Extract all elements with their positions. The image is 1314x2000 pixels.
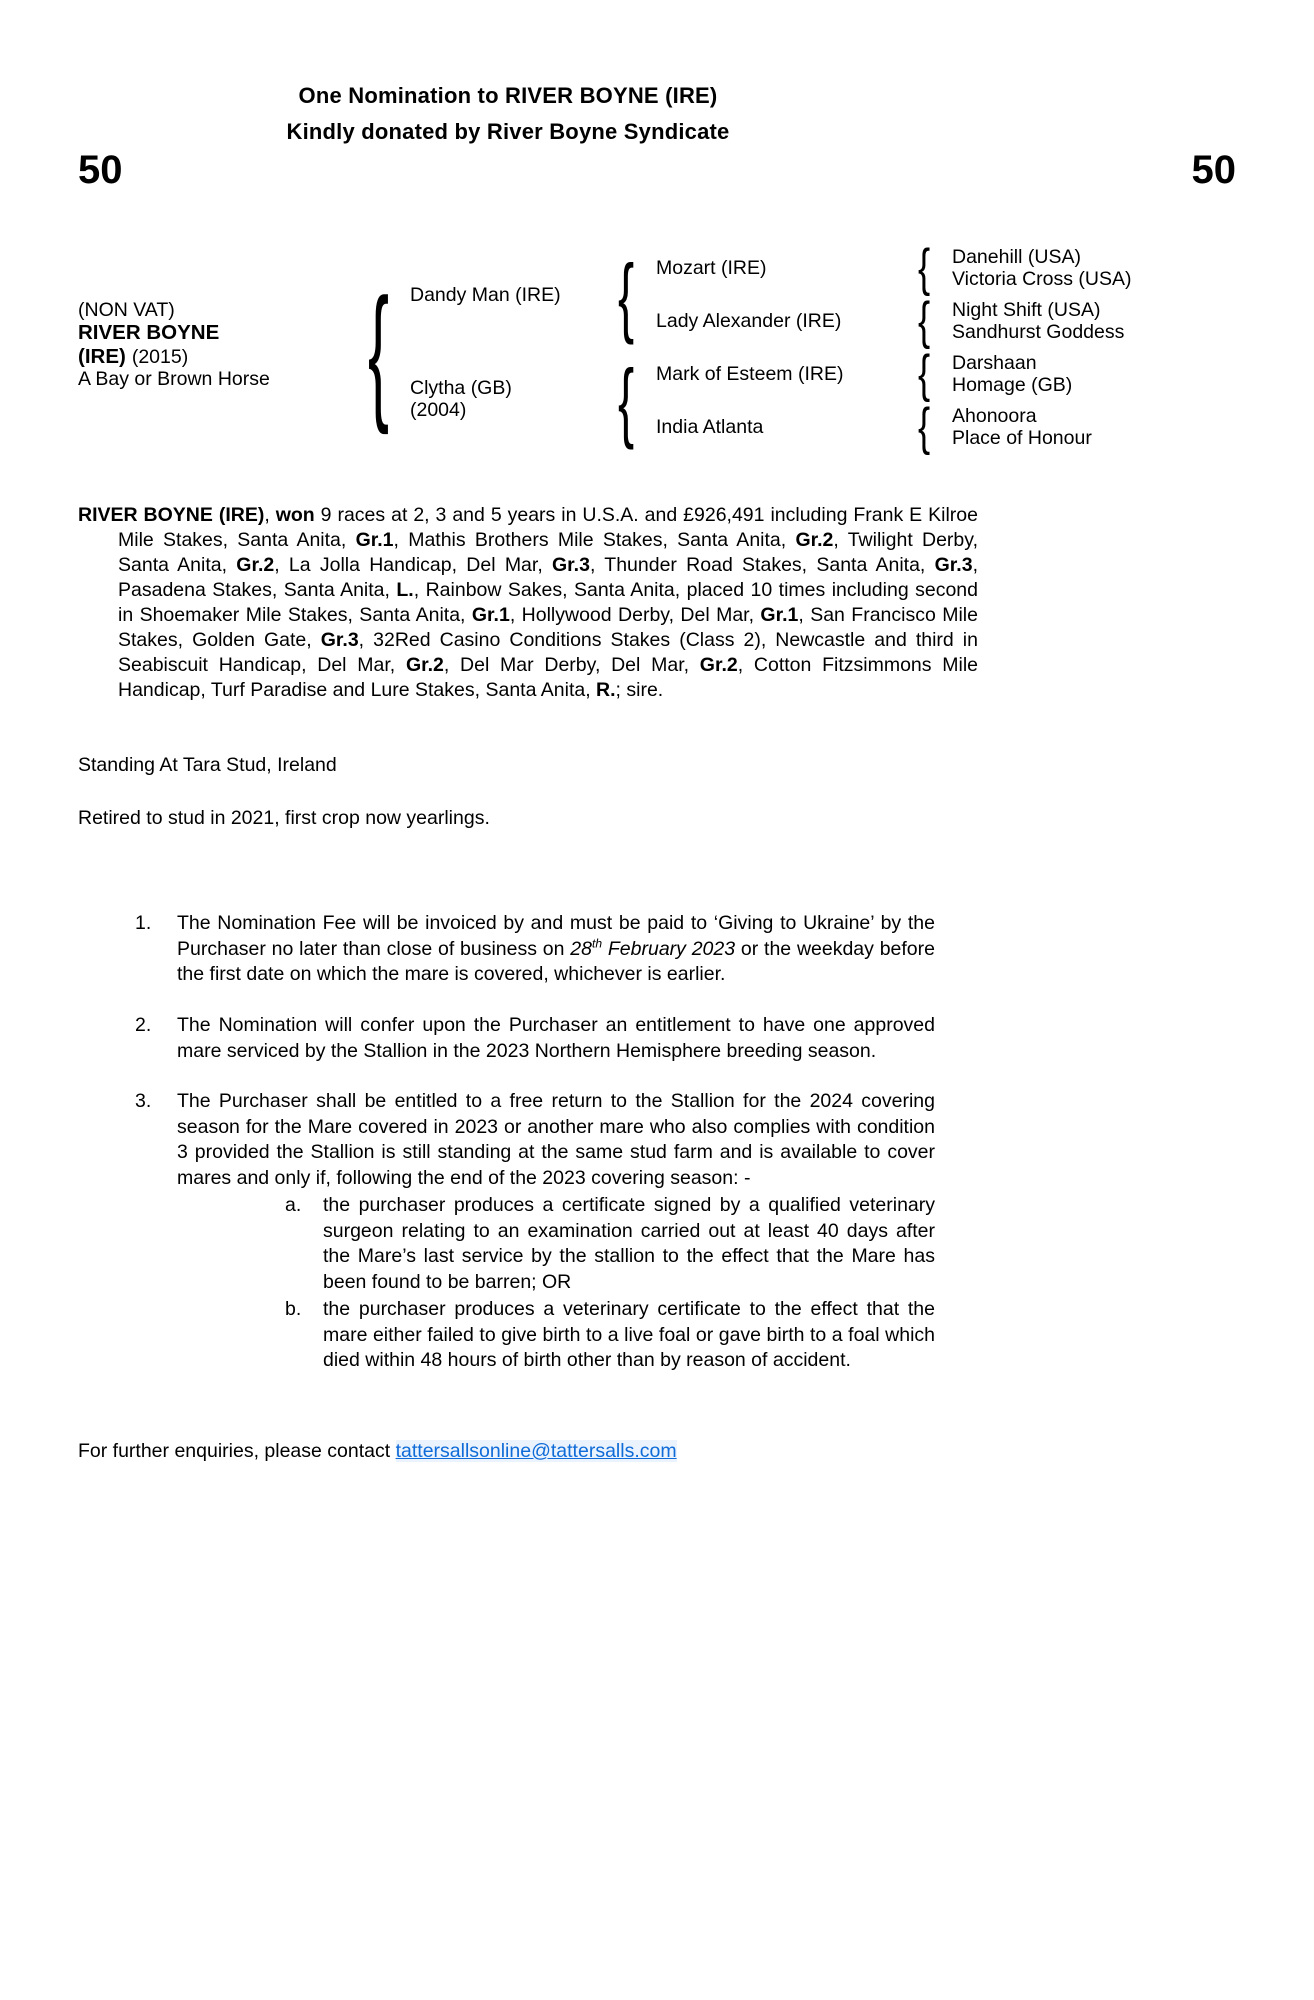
retired-line: Retired to stud in 2021, first crop now yearlings. bbox=[78, 807, 490, 829]
text-run: , Hollywood Derby, Del Mar, bbox=[509, 604, 761, 626]
text-run: Gr.2 bbox=[405, 654, 444, 676]
page-subtitle: Kindly donated by River Boyne Syndicate bbox=[286, 119, 730, 144]
condition-sub-letter: a. bbox=[285, 1194, 302, 1216]
text-run: Gr.2 bbox=[699, 654, 738, 676]
text-run: 28 bbox=[570, 937, 592, 960]
horse-suffix-year bbox=[78, 346, 188, 368]
great-grandparent: Danehill (USA) bbox=[952, 246, 1081, 268]
text-run: , Rainbow Sakes, Santa Anita, placed 10 times including second in Shoemaker Mile Stakes, Santa Anita, bbox=[118, 579, 978, 626]
great-grandparent: Night Shift (USA) bbox=[952, 299, 1101, 321]
text-run: L. bbox=[396, 579, 414, 601]
text-run: or the weekday before the first date on which the mare is covered, whichever is earlier. bbox=[177, 937, 935, 985]
granddam-2: India Atlanta bbox=[656, 416, 764, 438]
text-run: , bbox=[264, 504, 276, 526]
text-run: Gr.1 bbox=[760, 604, 799, 626]
condition-number: 3. bbox=[135, 1090, 152, 1112]
text-run: ; sire. bbox=[615, 679, 664, 701]
text-run: , Twilight Derby, Santa Anita, bbox=[118, 529, 978, 576]
condition-sub-text: the purchaser produces a certificate signed by a qualified veterinary surgeon relating to an examination carried out at least 40 days after the Mare’s last service by the stallion to the effect that the Mare has been found to be barren; OR bbox=[323, 1194, 935, 1293]
brace-granddam1-icon: { bbox=[918, 292, 931, 350]
text-run: The Nomination Fee will be invoiced by and must be paid to ‘Giving to Ukraine’ by the Purchaser no later than close of business on bbox=[177, 912, 935, 960]
contact-line bbox=[78, 1440, 677, 1462]
text-run: Gr.2 bbox=[795, 529, 834, 551]
horse-suffix: (IRE) bbox=[78, 345, 126, 368]
email-link[interactable]: tattersallsonline@tattersalls.com bbox=[395, 1440, 677, 1462]
horse-description: A Bay or Brown Horse bbox=[78, 368, 270, 390]
text-run: The Nomination will confer upon the Purchaser an entitlement to have one approved mare serviced by the Stallion in the 2023 Northern Hemisphere breeding season. bbox=[177, 1014, 935, 1062]
text-run: , San Francisco Mile Stakes, Golden Gate, bbox=[118, 604, 978, 651]
text-run: The Purchaser shall be entitled to a free return to the Stallion for the 2024 covering season for the Mare covered in 2023 or another mare who also complies with condition 3 provided the Stallion is still standing at the same stud farm and is available to cover mares and only if, following the end of the 2023 covering season: - bbox=[177, 1090, 935, 1189]
text-run: Gr.2 bbox=[236, 554, 275, 576]
text-run: Gr.1 bbox=[355, 529, 394, 551]
brace-granddam2-icon: { bbox=[918, 398, 931, 456]
condition-sub-text: the purchaser produces a veterinary certificate to the effect that the mare either failed to give birth to a live foal or gave birth to a foal which died within 48 hours of birth other than by reason of accident. bbox=[323, 1298, 935, 1371]
condition-sub-letter: b. bbox=[285, 1298, 302, 1320]
vat-note: (NON VAT) bbox=[78, 299, 175, 321]
grandsire-2: Mark of Esteem (IRE) bbox=[656, 363, 844, 385]
grandsire-1: Mozart (IRE) bbox=[656, 257, 767, 279]
text-run: th bbox=[592, 936, 603, 950]
text-run: Gr.1 bbox=[471, 604, 510, 626]
text-run: Gr.3 bbox=[934, 554, 973, 576]
great-grandparent: Darshaan bbox=[952, 352, 1037, 374]
standing-line: Standing At Tara Stud, Ireland bbox=[78, 754, 337, 776]
brace-grandsire1-icon: { bbox=[918, 239, 931, 297]
text-run: , Pasadena Stakes, Santa Anita, bbox=[118, 554, 978, 601]
text-run: 9 races at 2, 3 and 5 years in U.S.A. and £926,491 including Frank E Kilroe Mile Stakes, Santa Anita, bbox=[118, 504, 978, 551]
page-title: One Nomination to RIVER BOYNE (IRE) bbox=[298, 83, 718, 108]
condition-text bbox=[177, 1013, 935, 1064]
text-run: R. bbox=[596, 679, 616, 701]
brace-dam-icon: { bbox=[618, 351, 635, 450]
text-run: February 2023 bbox=[602, 937, 736, 960]
horse-year: (2015) bbox=[131, 346, 189, 368]
text-run: , La Jolla Handicap, Del Mar, bbox=[274, 554, 552, 576]
text-run: Gr.3 bbox=[320, 629, 359, 651]
text-run: , Del Mar Derby, Del Mar, bbox=[443, 654, 700, 676]
brace-gen1-gen2-icon: { bbox=[368, 267, 390, 435]
sire-name: Dandy Man (IRE) bbox=[410, 284, 561, 306]
text-run: , 32Red Casino Conditions Stakes (Class 2), Newcastle and third in Seabiscuit Handicap, Del Mar, bbox=[118, 629, 978, 676]
text-run: RIVER BOYNE (IRE) bbox=[78, 504, 265, 526]
condition-text bbox=[177, 911, 935, 988]
contact-text: For further enquiries, please contact bbox=[78, 1440, 396, 1462]
race-record-paragraph bbox=[78, 503, 978, 703]
condition-number: 1. bbox=[135, 912, 152, 934]
text-run: , Cotton Fitzsimmons Mile Handicap, Turf Paradise and Lure Stakes, Santa Anita, bbox=[118, 654, 979, 701]
text-run: Gr.3 bbox=[552, 554, 590, 576]
brace-sire-icon: { bbox=[618, 246, 635, 345]
great-grandparent: Homage (GB) bbox=[952, 374, 1073, 396]
dam-name: Clytha (GB) bbox=[410, 377, 512, 399]
dam-year: (2004) bbox=[410, 399, 467, 421]
text-run: , Mathis Brothers Mile Stakes, Santa Anita, bbox=[393, 529, 796, 551]
text-run: , Thunder Road Stakes, Santa Anita, bbox=[589, 554, 935, 576]
condition-number: 2. bbox=[135, 1014, 152, 1036]
horse-name: RIVER BOYNE bbox=[78, 321, 220, 344]
great-grandparent: Ahonoora bbox=[952, 405, 1037, 427]
lot-number-right: 50 bbox=[1191, 148, 1236, 192]
condition-text bbox=[177, 1089, 935, 1191]
text-run: won bbox=[275, 504, 315, 526]
granddam-1: Lady Alexander (IRE) bbox=[656, 310, 842, 332]
great-grandparent: Victoria Cross (USA) bbox=[952, 268, 1132, 290]
great-grandparent: Place of Honour bbox=[952, 427, 1092, 449]
brace-grandsire2-icon: { bbox=[918, 345, 931, 403]
great-grandparent: Sandhurst Goddess bbox=[952, 321, 1125, 343]
lot-number-left: 50 bbox=[78, 148, 123, 192]
